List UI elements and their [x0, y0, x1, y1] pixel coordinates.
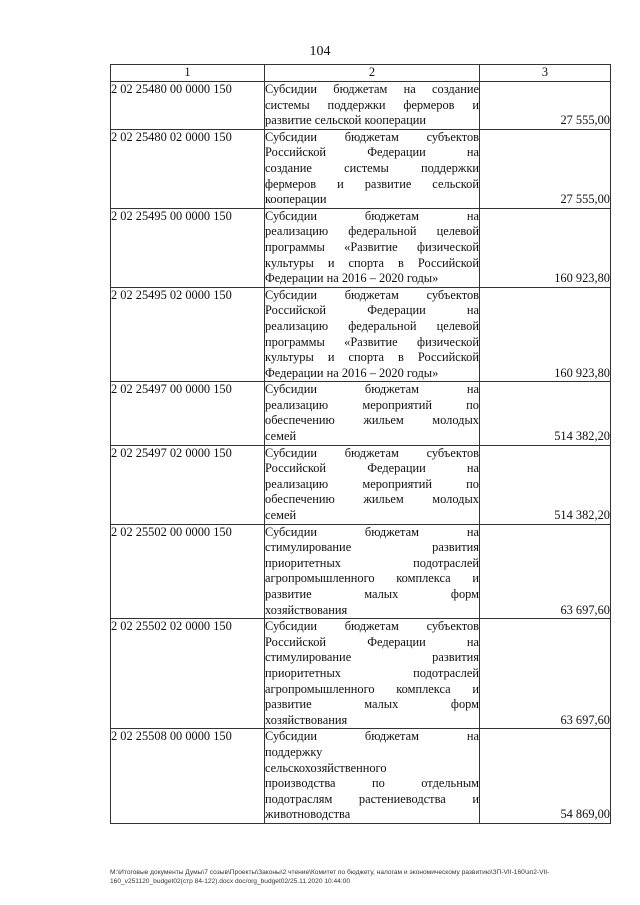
description-line: Субсидии бюджетам на [265, 382, 479, 397]
description-line: хозяйствования [265, 602, 348, 617]
description-line: производства по отдельным [265, 776, 479, 791]
description-line: стимулирование развития [265, 540, 479, 555]
column-header-amount: 3 [480, 65, 611, 82]
amount-value: 54 869,00 [480, 729, 611, 824]
description-line: реализацию федеральной целевой [265, 224, 479, 239]
description-line: агропромышленного комплекса и [265, 571, 479, 586]
description-line: Субсидии бюджетам на [265, 208, 479, 223]
amount-value: 27 555,00 [480, 82, 611, 130]
description-line: культуры и спорта в Российской [265, 350, 479, 365]
table-body [111, 65, 611, 824]
revenue-description [265, 82, 480, 130]
budget-code: 2 02 25502 02 0000 150 [111, 619, 265, 729]
table-row [111, 619, 611, 729]
description-line: реализацию мероприятий по [265, 397, 479, 412]
budget-table [110, 64, 611, 824]
description-line: фермеров и развитие сельской [265, 176, 479, 191]
budget-code: 2 02 25495 02 0000 150 [111, 287, 265, 382]
revenue-description [265, 129, 480, 208]
file-path-line-2: 160_v251120_budget02(стр 84-122).docx doc/org_budget02/25.11.2020 10:44:00 [110, 878, 350, 885]
revenue-description [265, 287, 480, 382]
description-line: подотраслям растениеводства и [265, 791, 479, 806]
revenue-description [265, 445, 480, 524]
description-line: хозяйствования [265, 712, 348, 727]
description-line: обеспечению жильем молодых [265, 413, 479, 428]
table-header-row [111, 65, 611, 82]
description-line: обеспечению жильем молодых [265, 492, 479, 507]
description-line: Субсидии бюджетам субъектов [265, 445, 479, 460]
budget-code: 2 02 25508 00 0000 150 [111, 729, 265, 824]
table-row [111, 129, 611, 208]
description-line: развитие малых форм [265, 587, 479, 601]
table-row [111, 729, 611, 824]
description-line: агропромышленного комплекса и [265, 681, 479, 696]
description-line: программы «Развитие физической [265, 239, 479, 254]
revenue-description [265, 729, 480, 824]
amount-value: 514 382,20 [480, 445, 611, 524]
description-line: сельскохозяйственного [265, 760, 387, 775]
description-line: поддержку [265, 744, 323, 759]
description-line: системы поддержки фермеров и [265, 97, 479, 112]
amount-value: 63 697,60 [480, 619, 611, 729]
budget-code: 2 02 25497 02 0000 150 [111, 445, 265, 524]
table-row [111, 82, 611, 130]
description-line: приоритетных подотраслей [265, 665, 479, 680]
description-line: Субсидии бюджетам на создание [265, 82, 479, 96]
column-header-code: 1 [111, 65, 265, 82]
description-line: Субсидии бюджетам субъектов [265, 287, 479, 302]
description-line: Российской Федерации на [265, 461, 479, 476]
description-line: развитие сельской кооперации [265, 113, 427, 128]
description-line: кооперации [265, 192, 327, 207]
description-line: семей [265, 508, 297, 523]
budget-code: 2 02 25497 00 0000 150 [111, 382, 265, 445]
description-line: Субсидии бюджетам на [265, 524, 479, 539]
budget-code: 2 02 25495 00 0000 150 [111, 208, 265, 287]
revenue-description [265, 524, 480, 619]
description-line: культуры и спорта в Российской [265, 255, 479, 270]
description-line: Федерации на 2016 – 2020 годы» [265, 271, 439, 286]
revenue-description [265, 382, 480, 445]
table-row [111, 287, 611, 382]
description-line: животноводства [265, 807, 351, 822]
description-line: Федерации на 2016 – 2020 годы» [265, 365, 439, 380]
table-row [111, 208, 611, 287]
description-line: Российской Федерации на [265, 303, 479, 318]
amount-value: 160 923,80 [480, 208, 611, 287]
page-number: 104 [309, 44, 331, 59]
file-path-footer [110, 868, 615, 886]
table-row [111, 524, 611, 619]
description-line: семей [265, 429, 297, 444]
amount-value: 27 555,00 [480, 129, 611, 208]
file-path-line-1: M:\Итоговые документы Думы\7 созыв\Проекты\Законы\2 чтение\Комитет по бюджету, налогам и экономическому развитию\ЗП-VII-160\зп2-VII- [110, 869, 550, 876]
description-line: приоритетных подотраслей [265, 555, 479, 570]
table-row [111, 445, 611, 524]
description-line: Российской Федерации на [265, 634, 479, 649]
revenue-description [265, 619, 480, 729]
amount-value: 514 382,20 [480, 382, 611, 445]
table-row [111, 382, 611, 445]
budget-code: 2 02 25480 02 0000 150 [111, 129, 265, 208]
description-line: развитие малых форм [265, 697, 479, 712]
description-line: Субсидии бюджетам на [265, 729, 479, 744]
description-line: стимулирование развития [265, 650, 479, 665]
description-line: реализацию федеральной целевой [265, 318, 479, 333]
revenue-description [265, 208, 480, 287]
description-line: Субсидии бюджетам субъектов [265, 619, 479, 634]
column-header-description: 2 [265, 65, 480, 82]
description-line: создание системы поддержки [265, 160, 479, 175]
description-line: программы «Развитие физической [265, 334, 479, 349]
amount-value: 63 697,60 [480, 524, 611, 619]
description-line: Российской Федерации на [265, 145, 479, 160]
amount-value: 160 923,80 [480, 287, 611, 382]
budget-code: 2 02 25480 00 0000 150 [111, 82, 265, 130]
description-line: реализацию мероприятий по [265, 476, 479, 491]
description-line: Субсидии бюджетам субъектов [265, 129, 479, 144]
budget-code: 2 02 25502 00 0000 150 [111, 524, 265, 619]
